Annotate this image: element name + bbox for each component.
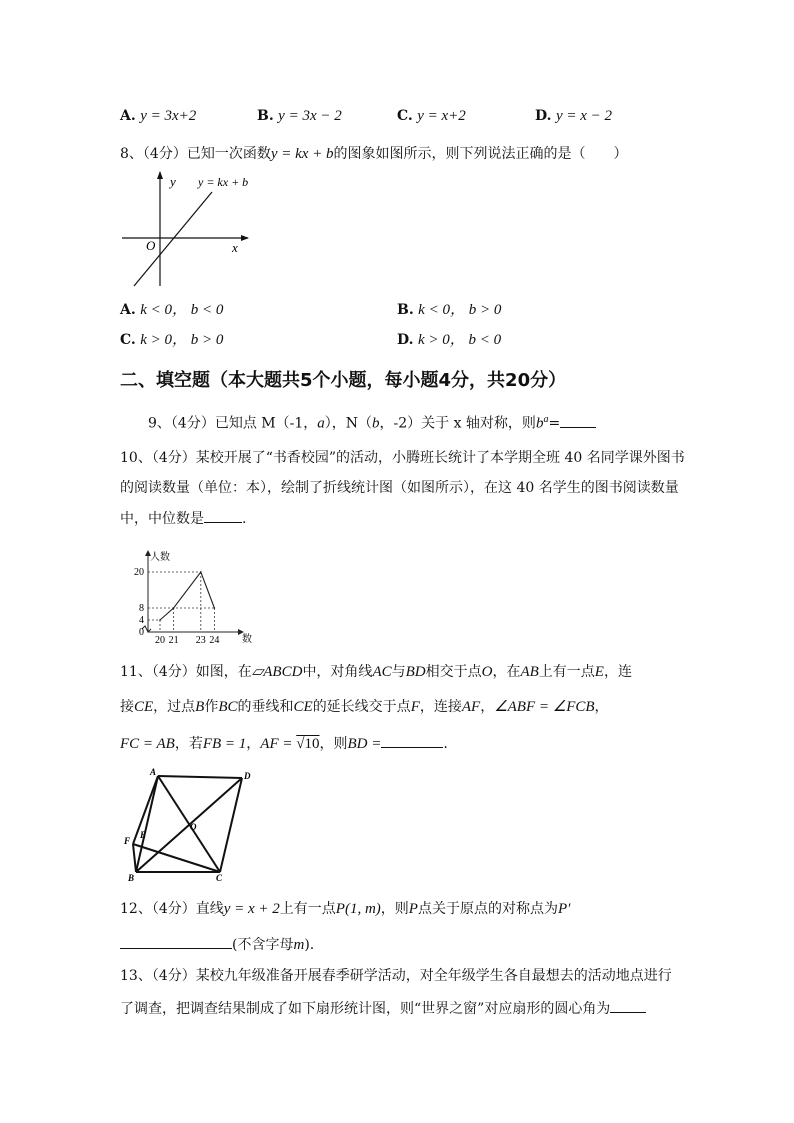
q11-l3c: ， [246, 736, 261, 752]
q8-y-arrow [157, 171, 163, 179]
q11-l2e: 的延长线交于点 [312, 699, 411, 715]
q11-line-2 [120, 697, 609, 717]
q12-line-1 [120, 899, 570, 919]
q12-point: P(1, m) [335, 901, 381, 917]
q12-m: m [293, 937, 305, 953]
q10-line-3-text: 中，中位数是 [120, 511, 204, 527]
q8-x-label: x [232, 240, 238, 255]
q7-option-b-expr: y = 3x − 2 [278, 108, 342, 124]
q11-f: F [410, 699, 420, 715]
q8-option-a [120, 300, 223, 320]
q11-ce: CE [134, 699, 154, 715]
q10-x-tick-label: 23 [195, 635, 206, 646]
q7-options [120, 106, 680, 128]
q8-stem [120, 144, 628, 164]
q8-option-d-text: k > 0， b < 0 [417, 332, 502, 348]
q11-l2f: ，连接 [419, 699, 462, 715]
q11-sqrt: √10 [296, 736, 320, 752]
q12-p-prime: P′ [557, 901, 571, 917]
q13-line-1: 13、（4分）某校九年级准备开展春季研学活动，对全年级学生各自最想去的活动地点进行 [120, 968, 672, 984]
q11-fc-eq: FC = AB [120, 736, 175, 752]
q11-bd-eq: BD = [347, 736, 382, 752]
q8-option-c-letter: C. [120, 332, 136, 348]
q11-ab: AB [520, 664, 539, 680]
q9-a: a [317, 415, 325, 432]
q11-l1f: 上有一点 [538, 664, 595, 680]
q12-answer-blank [120, 934, 232, 949]
q12-a: 12、（4分）直线 [120, 901, 224, 917]
q10-y-tick-label: 4 [139, 615, 144, 626]
q8-graph [118, 168, 258, 292]
q11-label-o: O [190, 822, 197, 832]
q12-b: 上有一点 [279, 901, 336, 917]
q10-answer-blank [204, 508, 242, 523]
q7-option-d-expr: y = x − 2 [555, 108, 613, 124]
q11-bd: BD [405, 664, 426, 680]
q12-note-b: ). [304, 937, 315, 953]
q9-prefix: 9、（4分）已知点 M（-1， [148, 415, 318, 432]
q11-l3-end: . [443, 736, 448, 752]
q7-option-c-letter: C. [397, 108, 413, 124]
q11-pb: B [195, 699, 205, 715]
q8-y-label: y [170, 174, 176, 189]
q11-af-eq: AF = [260, 736, 297, 752]
q8-stem-start: 8、（4分）已知一次函数 [120, 146, 271, 162]
q11-label-d: D [244, 771, 251, 781]
q13-line-2-text: 了调查，把调查结果制成了如下扇形统计图，则“世界之窗”对应扇形的圆心角为 [120, 1001, 611, 1017]
q13-answer-blank [610, 998, 646, 1013]
q11-l2g: ， [480, 699, 495, 715]
q8-function-label: y = kx + b [198, 175, 249, 189]
q10-data-point [173, 607, 175, 609]
q10-y-tick-label: 20 [134, 567, 144, 578]
q9-b: b [372, 415, 380, 432]
q11-l3b: ，若 [174, 736, 203, 752]
q11-l3d: ，则 [319, 736, 348, 752]
q10-y-tick-label: 0 [139, 627, 144, 638]
q12-line-eq: y = x + 2 [223, 901, 280, 917]
q11-line-1 [120, 662, 632, 682]
q11-l2c: 作 [204, 699, 219, 715]
q10-x-axis-label: 数 [242, 634, 252, 645]
q11-l2d: 的垂线和 [237, 699, 294, 715]
q9-mid1: ），N（ [324, 415, 372, 432]
q8-function: y = kx + b [270, 146, 334, 162]
q10-x-tick-label: 20 [155, 635, 165, 646]
q11-l2a: 接 [120, 699, 134, 715]
section-title: 二、填空题（本大题共5个小题，每小题4分，共20分） [120, 370, 567, 391]
q11-l1g: ，连 [603, 664, 632, 680]
q11-line-3 [120, 733, 448, 754]
q11-line-fb [133, 844, 136, 872]
q11-angle: ∠ABF = ∠FCB [494, 699, 595, 715]
q7-option-c-expr: y = x+2 [417, 108, 466, 124]
q11-bc: BC [218, 699, 238, 715]
q12-c: ，则 [380, 901, 409, 917]
q11-parallelogram-figure [122, 768, 262, 884]
q10-data-point [200, 571, 202, 573]
q11-label-c: C [216, 873, 223, 883]
q11-l2h: ， [594, 699, 609, 715]
q8-origin-label: O [146, 238, 156, 253]
q11-af: AF [461, 699, 481, 715]
q8-stem-end: 的图象如图所示，则下列说法正确的是（ ） [333, 146, 628, 162]
q8-option-c-text: k > 0， b > 0 [140, 332, 224, 348]
q10-series-line [160, 572, 214, 620]
q10-line-2: 的阅读数量（单位：本），绘制了折线统计图（如图所示），在这 40 名学生的图书阅读数量 [120, 480, 679, 496]
q12-line-2 [120, 934, 314, 955]
q10-x-tick-label: 24 [209, 635, 220, 646]
q8-option-b [397, 300, 501, 320]
q11-l1d: 相交于点 [425, 664, 482, 680]
q11-parallelogram: ▱ABCD [251, 664, 303, 680]
q10-data-point [159, 619, 161, 621]
q11-ce2: CE [293, 699, 313, 715]
q11-l1b: 中，对角线 [302, 664, 373, 680]
q9-answer-blank [560, 413, 596, 428]
q8-option-a-text: k < 0， b < 0 [140, 302, 224, 318]
q11-o: O [481, 664, 493, 680]
q8-option-d [397, 330, 501, 350]
q11-label-e: E [140, 830, 147, 840]
q11-edge-ad [158, 776, 242, 778]
q11-ac: AC [372, 664, 392, 680]
q8-option-a-letter: A. [120, 302, 136, 318]
q11-label-a: A [150, 768, 157, 777]
q11-l2b: ，过点 [153, 699, 196, 715]
q11-label-b: B [128, 873, 135, 883]
q7-option-a-letter: A. [120, 108, 136, 124]
q11-l1a: 11、（4分）如图，在 [120, 664, 252, 680]
q10-y-tick-label: 8 [139, 603, 144, 614]
q11-line-fc [133, 844, 220, 872]
q9 [148, 410, 596, 434]
q8-option-b-letter: B. [397, 302, 414, 318]
q9-suffix: = [548, 415, 561, 432]
q12-note-a: (不含字母 [232, 937, 294, 953]
q11-e: E [594, 664, 604, 680]
q10-line-3 [120, 508, 246, 529]
q11-fb-eq: FB = 1 [202, 736, 247, 752]
q7-option-a-expr: y = 3x+2 [140, 108, 197, 124]
q9-power-base: b [535, 415, 544, 432]
q10-y-axis-label: 人数 [150, 552, 170, 563]
q9-mid2: ，-2）关于 x 轴对称，则 [379, 415, 536, 432]
q8-option-d-letter: D. [397, 332, 414, 348]
q10-line-chart [124, 548, 254, 648]
q7-option-d-letter: D. [535, 108, 552, 124]
q8-option-b-text: k < 0， b > 0 [418, 302, 502, 318]
q11-answer-blank [381, 733, 443, 748]
q11-label-f: F [124, 836, 131, 846]
q8-x-arrow [241, 235, 249, 241]
q10-line-3-end: . [242, 511, 247, 527]
q10-data-point [214, 607, 216, 609]
q11-edge-dc [220, 778, 242, 872]
q10-x-tick-label: 21 [168, 635, 179, 646]
q9-power-exp: a [543, 414, 549, 425]
q10-line-1: 10、（4分）某校开展了“书香校园”的活动，小腾班长统计了本学期全班 40 名同学课外图书 [120, 450, 685, 466]
q12-p2: P [408, 901, 418, 917]
q13-line-2 [120, 998, 646, 1019]
q8-option-c [120, 330, 223, 350]
q12-d: 点关于原点的对称点为 [417, 901, 558, 917]
q11-l1c: 与 [391, 664, 406, 680]
q11-l1e: ，在 [492, 664, 521, 680]
q7-option-b-letter: B. [257, 108, 274, 124]
